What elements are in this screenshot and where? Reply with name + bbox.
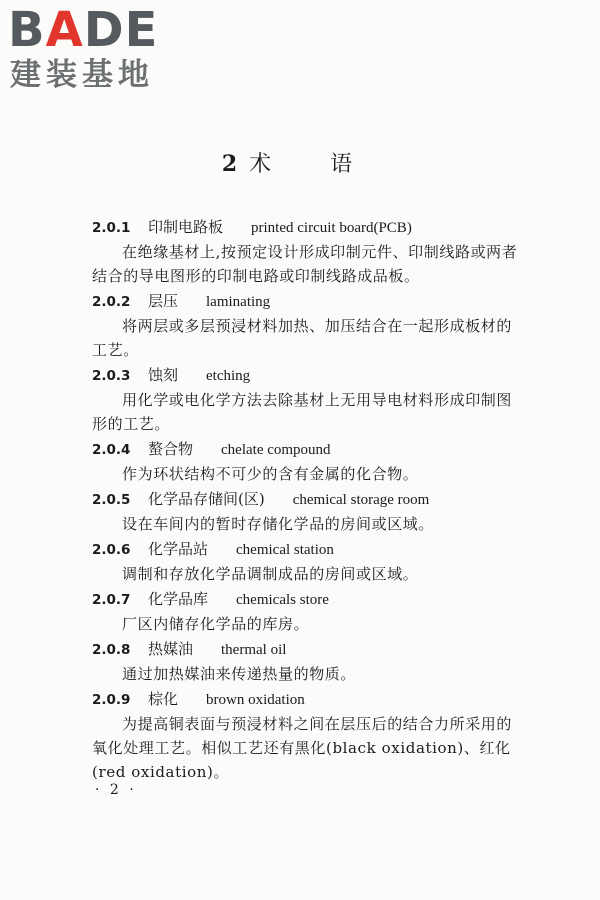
chapter-number: 2 <box>221 151 240 177</box>
term-number: 2.0.7 <box>92 592 131 608</box>
term-heading <box>92 215 518 240</box>
term-number: 2.0.8 <box>92 642 131 658</box>
term-number: 2.0.9 <box>92 692 131 708</box>
term-chinese: 棕化 <box>148 690 179 708</box>
page-number: · 2 · <box>95 782 137 798</box>
terms-list <box>92 215 518 785</box>
term-chinese: 蚀刻 <box>148 366 179 384</box>
term-number: 2.0.3 <box>92 368 131 384</box>
term-definition: 设在车间内的暂时存储化学品的房间或区域。 <box>122 515 435 533</box>
term-entry <box>92 537 518 586</box>
term-heading <box>92 637 518 662</box>
term-definition: 在绝缘基材上,按预定设计形成印制元件、印制线路或两者结合的导电图形的印制电路或印制线路成品板。 <box>92 243 518 285</box>
term-entry <box>92 637 518 686</box>
term-chinese: 化学品库 <box>148 590 209 608</box>
term-number: 2.0.6 <box>92 542 131 558</box>
term-english: laminating <box>206 294 271 310</box>
term-number: 2.0.4 <box>92 442 131 458</box>
term-chinese: 化学品存储间(区) <box>148 490 265 508</box>
term-english: chemical storage room <box>292 492 430 508</box>
term-heading <box>92 687 518 712</box>
term-entry <box>92 289 518 362</box>
term-english: brown oxidation <box>206 692 305 708</box>
term-heading <box>92 363 518 388</box>
term-english: chemicals store <box>236 592 329 608</box>
term-entry <box>92 437 518 486</box>
term-number: 2.0.5 <box>92 492 131 508</box>
term-definition: 作为环状结构不可少的含有金属的化合物。 <box>122 465 419 483</box>
term-number: 2.0.2 <box>92 294 131 310</box>
term-heading <box>92 587 518 612</box>
term-english: chelate compound <box>221 442 331 458</box>
term-definition: 通过加热媒油来传递热量的物质。 <box>122 665 357 683</box>
term-number: 2.0.1 <box>92 220 131 236</box>
term-heading <box>92 487 518 512</box>
term-english: etching <box>206 368 251 384</box>
logo-subtitle: 建装基地 <box>10 57 154 93</box>
term-heading <box>92 289 518 314</box>
term-definition: 调制和存放化学品调制成品的房间或区域。 <box>122 565 419 583</box>
chapter-heading: 术 语 <box>249 152 379 177</box>
chapter-title <box>0 150 600 179</box>
term-chinese: 热媒油 <box>148 640 194 658</box>
term-heading <box>92 437 518 462</box>
term-english: printed circuit board(PCB) <box>251 220 412 236</box>
term-definition: 为提高铜表面与预浸材料之间在层压后的结合力所采用的氧化处理工艺。相似工艺还有黑化(black oxidation)、红化(red oxidation)。 <box>92 715 513 781</box>
brand-logo <box>8 4 178 94</box>
term-english: thermal oil <box>221 642 287 658</box>
term-heading <box>92 537 518 562</box>
term-entry <box>92 687 518 784</box>
term-chinese: 印制电路板 <box>148 218 224 236</box>
term-chinese: 层压 <box>148 292 179 310</box>
term-chinese: 螯合物 <box>148 440 194 458</box>
term-entry <box>92 363 518 436</box>
term-definition: 将两层或多层预浸材料加热、加压结合在一起形成板材的工艺。 <box>92 317 513 359</box>
term-chinese: 化学品站 <box>148 540 209 558</box>
term-entry <box>92 587 518 636</box>
term-english: chemical station <box>236 542 334 558</box>
term-entry <box>92 487 518 536</box>
term-definition: 用化学或电化学方法去除基材上无用导电材料形成印制图形的工艺。 <box>92 391 513 433</box>
term-definition: 厂区内储存化学品的库房。 <box>122 615 310 633</box>
logo-wordmark: BADE <box>8 2 159 58</box>
term-entry <box>92 215 518 288</box>
